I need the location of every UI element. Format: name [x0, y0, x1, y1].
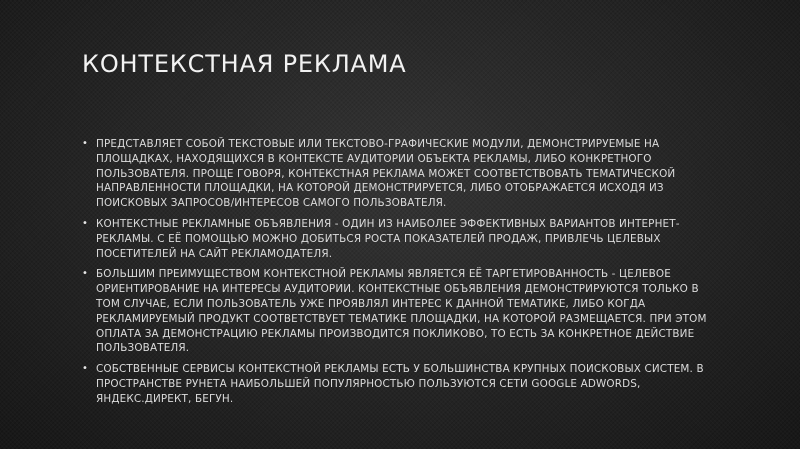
slide-title: КОНТЕКСТНАЯ РЕКЛАМА	[82, 50, 407, 78]
bullet-text: СОБСТВЕННЫЕ СЕРВИСЫ КОНТЕКСТНОЙ РЕКЛАМЫ ЕСТЬ У БОЛЬШИНСТВА КРУПНЫХ ПОИСКОВЫХ СИСТЕМ. В ПРОСТРАНСТВЕ РУНЕТА НАИБОЛЬШЕЙ ПОПУЛЯРНОСТЬЮ ПОЛЬЗУЮТСЯ СЕТИ GOOGLE ADWORDS, ЯНДЕКС.ДИРЕКТ, БЕГУН.	[96, 363, 704, 405]
bullet-item	[82, 137, 722, 211]
bullet-text: БОЛЬШИМ ПРЕИМУЩЕСТВОМ КОНТЕКСТНОЙ РЕКЛАМЫ ЯВЛЯЕТСЯ ЕЁ ТАРГЕТИРОВАННОСТЬ - ЦЕЛЕВОЕ ОРИЕНТИРОВАНИЕ НА ИНТЕРЕСЫ АУДИТОРИИ. КОНТЕКСТНЫЕ ОБЪЯВЛЕНИЯ ДЕМОНСТРИРУЮТСЯ ТОЛЬКО В ТОМ СЛУЧАЕ, ЕСЛИ ПОЛЬЗОВАТЕЛЬ УЖЕ ПРОЯВЛЯЛ ИНТЕРЕС К ДАННОЙ ТЕМАТИКЕ, ЛИБО КОГДА РЕКЛАМИРУЕМЫЙ ПРОДУКТ СООТВЕТСТВУЕТ ТЕМАТИКЕ ПЛОЩАДКИ, НА КОТОРОЙ РАЗМЕЩАЕТСЯ. ПРИ ЭТОМ ОПЛАТА ЗА ДЕМОНСТРАЦИЮ РЕКЛАМЫ ПРОИЗВОДИТСЯ ПОКЛИКОВО, ТО ЕСТЬ ЗА КОНКРЕТНОЕ ДЕЙСТВИЕ ПОЛЬЗОВАТЕЛЯ.	[96, 268, 707, 355]
bullet-item	[82, 217, 722, 261]
bullet-text: ПРЕДСТАВЛЯЕТ СОБОЙ ТЕКСТОВЫЕ ИЛИ ТЕКСТОВО-ГРАФИЧЕСКИЕ МОДУЛИ, ДЕМОНСТРИРУЕМЫЕ НА ПЛОЩАДКАХ, НАХОДЯЩИХСЯ В КОНТЕКСТЕ АУДИТОРИИ ОБЪЕКТА РЕКЛАМЫ, ЛИБО КОНКРЕТНОГО ПОЛЬЗОВАТЕЛЯ. ПРОЩЕ ГОВОРЯ, КОНТЕКСТНАЯ РЕКЛАМА МОЖЕТ СООТВЕТСТВОВАТЬ ТЕМАТИЧЕСКОЙ НАПРАВЛЕННОСТИ ПЛОЩАДКИ, НА КОТОРОЙ ДЕМОНСТРИРУЕТСЯ, ЛИБО ОТОБРАЖАЕТСЯ ИСХОДЯ ИЗ ПОИСКОВЫХ ЗАПРОСОВ/ИНТЕРЕСОВ САМОГО ПОЛЬЗОВАТЕЛЯ.	[96, 138, 676, 210]
bullet-text: КОНТЕКСТНЫЕ РЕКЛАМНЫЕ ОБЪЯВЛЕНИЯ - ОДИН ИЗ НАИБОЛЕЕ ЭФФЕКТИВНЫХ ВАРИАНТОВ ИНТЕРНЕТ-РЕКЛАМЫ. С ЕЁ ПОМОЩЬЮ МОЖНО ДОБИТЬСЯ РОСТА ПОКАЗАТЕЛЕЙ ПРОДАЖ, ПРИВЛЕЧЬ ЦЕЛЕВЫХ ПОСЕТИТЕЛЕЙ НА САЙТ РЕКЛАМОДАТЕЛЯ.	[96, 217, 680, 260]
bullet-marker: •	[82, 138, 89, 149]
bullet-marker: •	[82, 363, 89, 375]
bullet-marker: •	[82, 268, 89, 280]
bullet-marker: •	[82, 217, 89, 229]
bullet-list	[82, 137, 722, 413]
bullet-item	[82, 267, 722, 356]
bullet-item	[82, 362, 722, 406]
